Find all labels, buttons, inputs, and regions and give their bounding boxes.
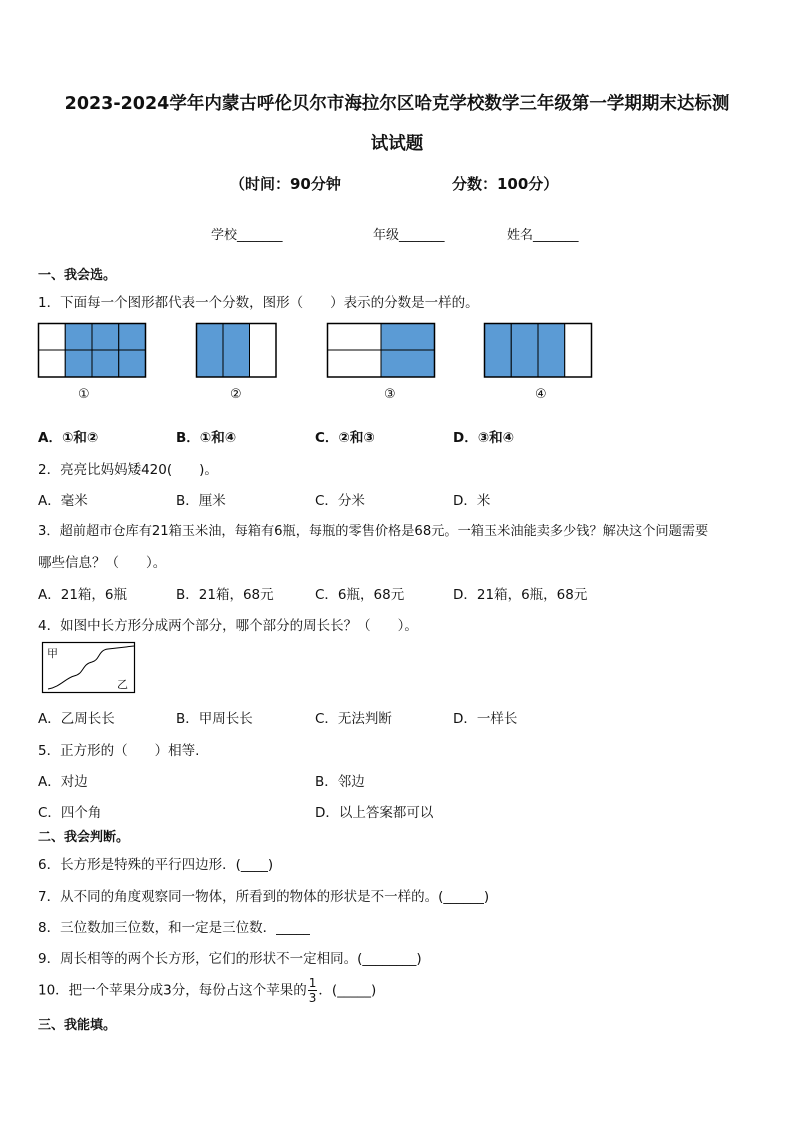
question-10-text: 10．把一个苹果分成3分，每份占这个苹果的 xyxy=(38,982,307,999)
question-1: 1．下面每一个图形都代表一个分数，图形（ ）表示的分数是一样的。 xyxy=(38,295,479,311)
q1-figure-3-label: ③ xyxy=(384,387,396,402)
question-7: 7．从不同的角度观察同一物体，所看到的物体的形状是不一样的。(______) xyxy=(38,889,490,905)
question-3-line1: 3．超前超市仓库有21箱玉米油，每箱有6瓶，每瓶的零售价格是68元。一箱玉米油能卖多少钱？解决这个问题需要 xyxy=(38,524,709,539)
q1-figure-4 xyxy=(484,323,594,379)
fraction-one-third xyxy=(308,976,318,1005)
q1-figure-3 xyxy=(327,323,437,379)
name-field: 姓名_______ xyxy=(507,228,579,243)
question-8: 8．三位数加三位数，和一定是三位数．_____ xyxy=(38,920,310,936)
fraction-denominator: 3 xyxy=(308,991,317,1005)
q5-option-b[interactable]: B．邻边 xyxy=(315,774,365,790)
q4-option-d[interactable]: D．一样长 xyxy=(453,711,518,727)
score-label: 分数：100分） xyxy=(452,175,559,193)
q3-option-b[interactable]: B．21箱，68元 xyxy=(176,587,274,603)
page-title-line1: 2023-2024学年内蒙古呼伦贝尔市海拉尔区哈克学校数学三年级第一学期期末达标测 xyxy=(64,94,730,114)
q2-option-b[interactable]: B．厘米 xyxy=(176,493,226,509)
question-10 xyxy=(38,976,376,1005)
q1-option-c[interactable]: C．②和③ xyxy=(315,430,375,446)
question-6: 6．长方形是特殊的平行四边形．(____) xyxy=(38,857,274,873)
question-4: 4．如图中长方形分成两个部分，哪个部分的周长长？（ ）。 xyxy=(38,618,418,634)
q4-option-a[interactable]: A．乙周长长 xyxy=(38,711,115,727)
q1-figure-4-label: ④ xyxy=(535,387,547,402)
q3-option-d[interactable]: D．21箱，6瓶，68元 xyxy=(453,587,588,603)
question-2: 2．亮亮比妈妈矮420( )。 xyxy=(38,462,218,478)
q1-figure-1 xyxy=(38,323,148,379)
grade-field: 年级_______ xyxy=(373,228,445,243)
section-1-heading: 一、我会选。 xyxy=(38,268,117,283)
q4-label-yi: 乙 xyxy=(117,678,128,691)
q2-option-a[interactable]: A．毫米 xyxy=(38,493,88,509)
section-3-heading: 三、我能填。 xyxy=(38,1018,117,1033)
school-field: 学校_______ xyxy=(211,228,283,243)
q1-option-b[interactable]: B．①和④ xyxy=(176,430,237,446)
q1-figure-2 xyxy=(196,323,278,379)
q2-option-c[interactable]: C．分米 xyxy=(315,493,365,509)
q1-option-d[interactable]: D．③和④ xyxy=(453,430,515,446)
q4-option-c[interactable]: C．无法判断 xyxy=(315,711,392,727)
page-title-line2: 试试题 xyxy=(370,134,424,154)
question-3-line2: 哪些信息？（ ）。 xyxy=(38,555,167,571)
fraction-numerator: 1 xyxy=(308,976,317,990)
q5-option-d[interactable]: D．以上答案都可以 xyxy=(315,805,434,821)
question-10-blank: ．(_____) xyxy=(318,982,377,999)
q3-option-c[interactable]: C．6瓶，68元 xyxy=(315,587,405,603)
question-9: 9．周长相等的两个长方形，它们的形状不一定相同。(________) xyxy=(38,951,422,967)
q1-option-a[interactable]: A．①和② xyxy=(38,430,99,446)
q5-option-a[interactable]: A．对边 xyxy=(38,774,88,790)
q1-figure-2-label: ② xyxy=(230,387,242,402)
section-2-heading: 二、我会判断。 xyxy=(38,830,130,845)
q5-option-c[interactable]: C．四个角 xyxy=(38,805,102,821)
q3-option-a[interactable]: A．21箱，6瓶 xyxy=(38,587,128,603)
q4-option-b[interactable]: B．甲周长长 xyxy=(176,711,253,727)
q1-figure-1-label: ① xyxy=(78,387,90,402)
q4-label-jia: 甲 xyxy=(47,647,58,660)
q2-option-d[interactable]: D．米 xyxy=(453,493,491,509)
time-label: （时间：90分钟 xyxy=(230,175,341,193)
question-5: 5．正方形的（ ）相等. xyxy=(38,743,200,759)
